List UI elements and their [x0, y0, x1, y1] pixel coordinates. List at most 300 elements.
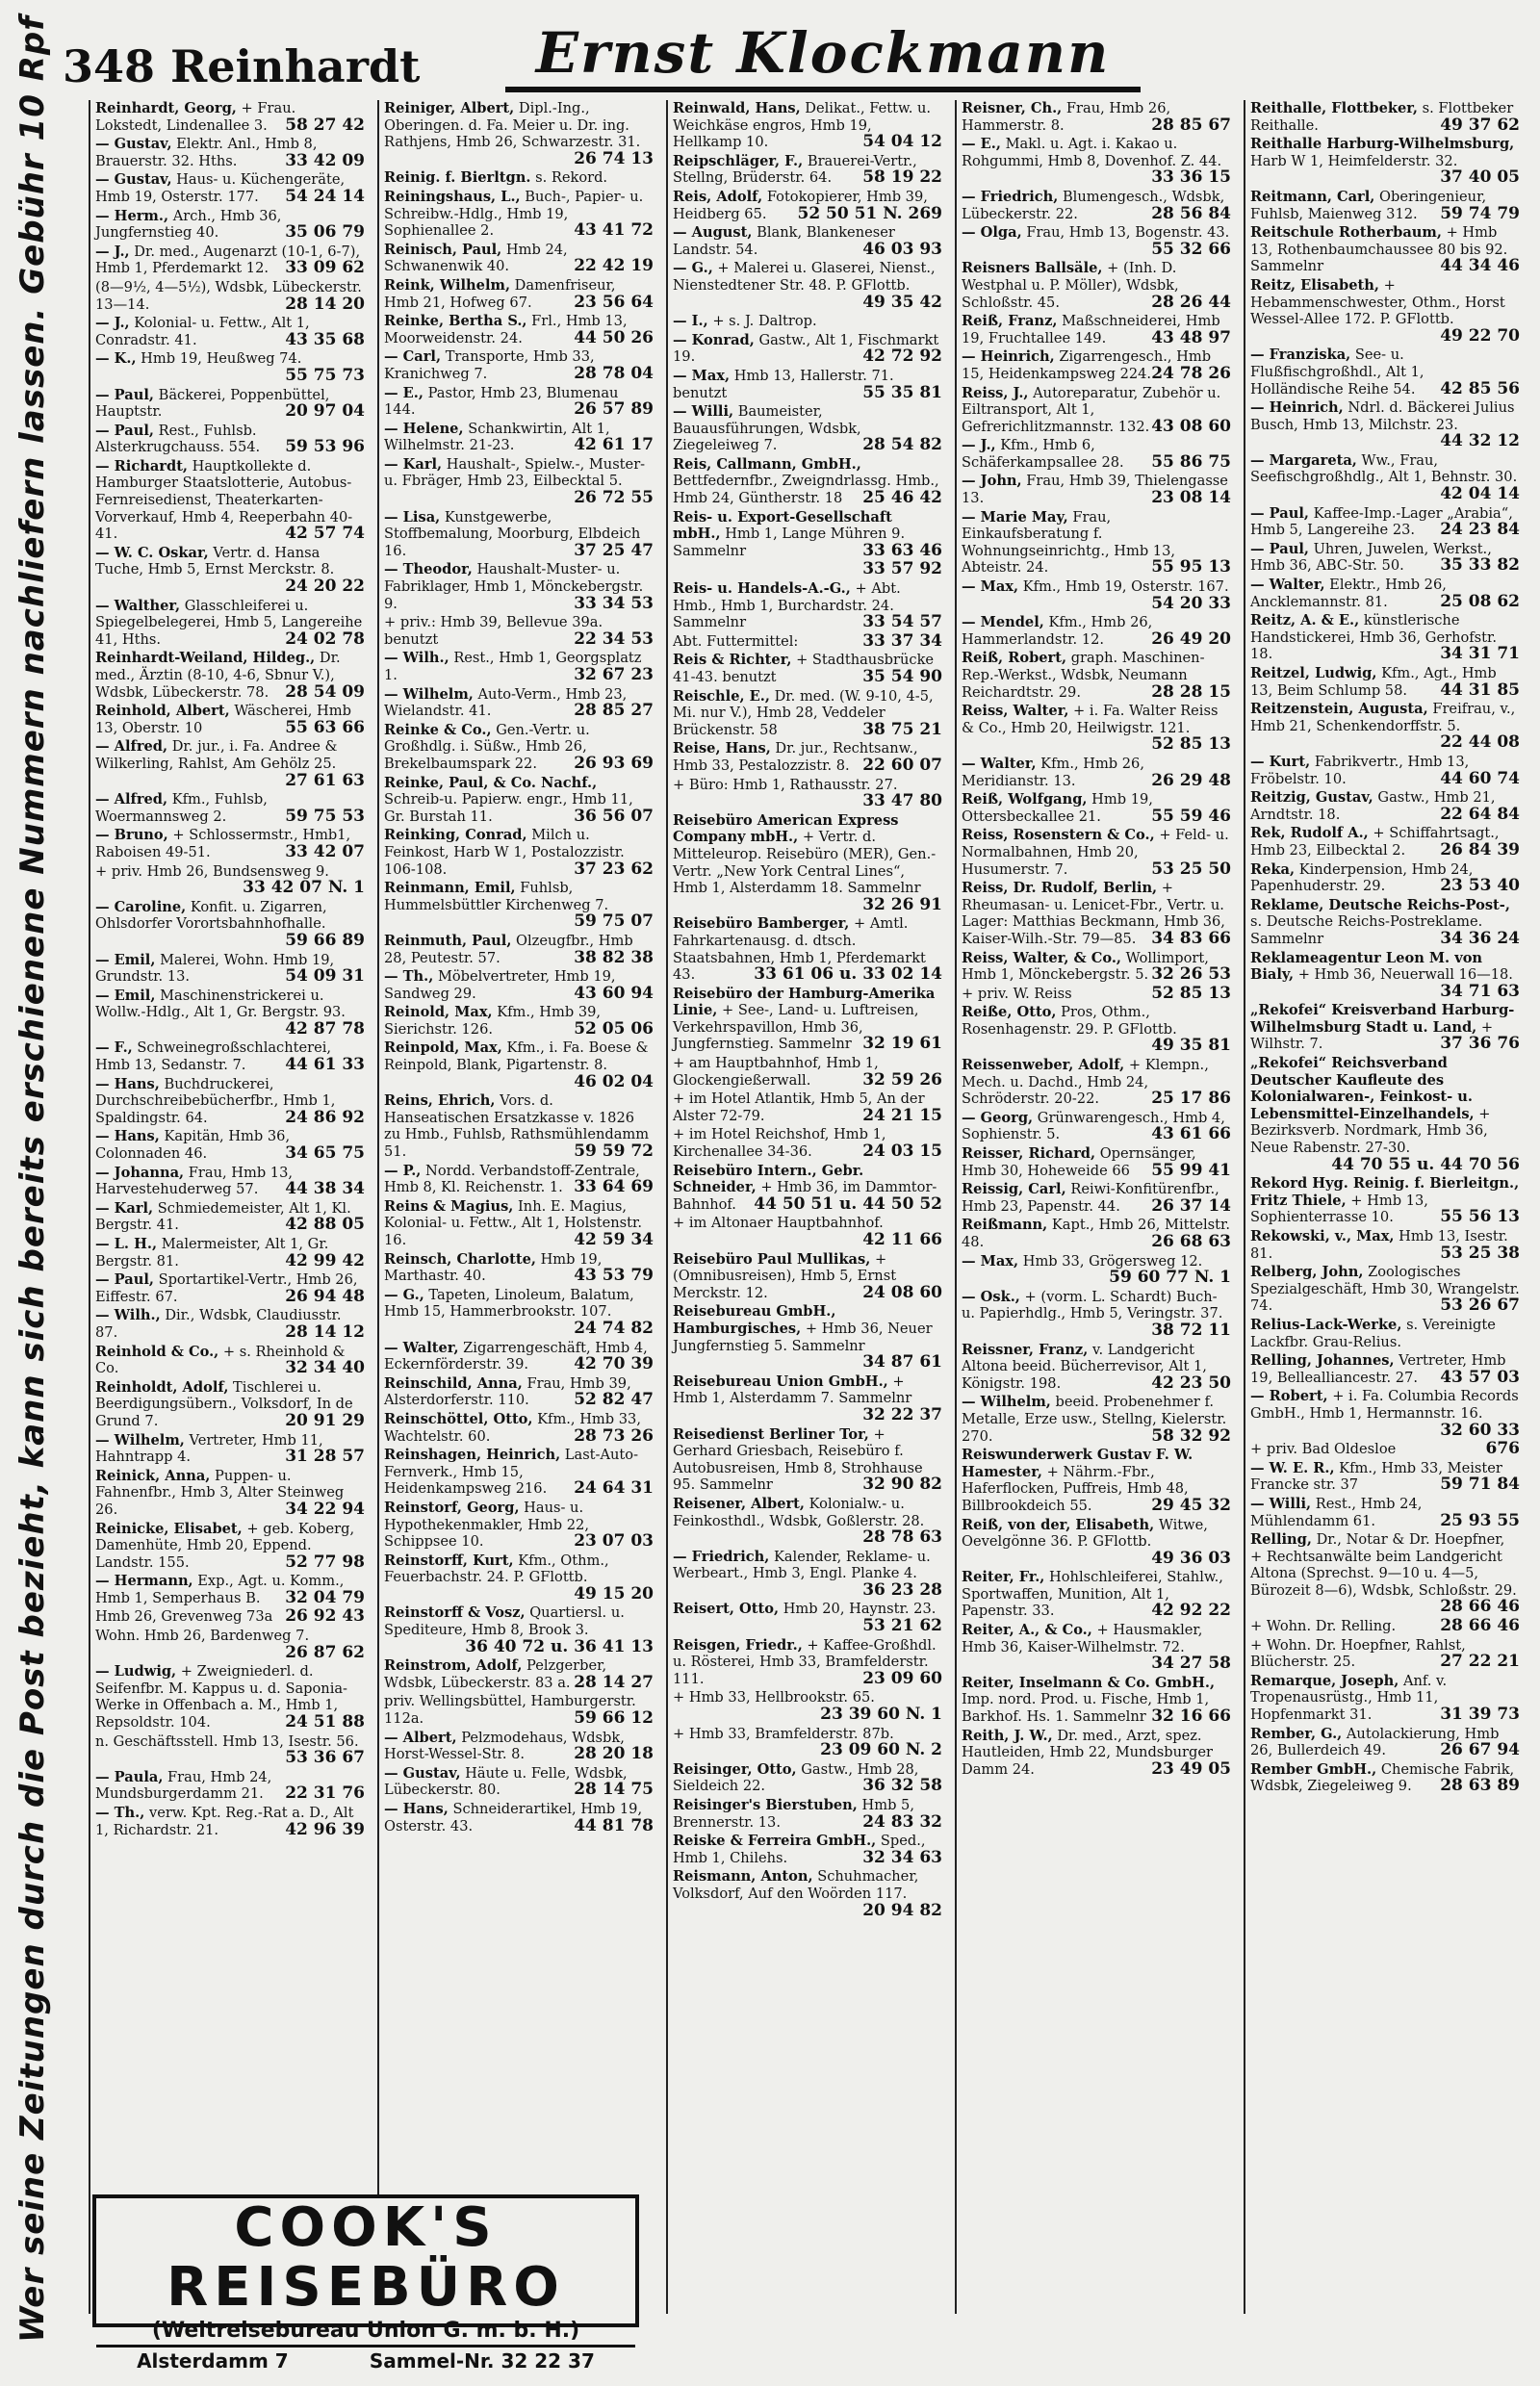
entry-name: Reiss, Walter, [962, 703, 1069, 720]
entry-details: Schuhmacher, Volksdorf, Auf den Woörden 117. [673, 1868, 919, 1902]
entry-details: Gastw., Hmb 28, Sieldeich 22. [673, 1760, 919, 1795]
running-head: Reinhardt [170, 40, 421, 92]
directory-entry [384, 1340, 654, 1373]
directory-entry [384, 1801, 654, 1834]
directory-entry [962, 1289, 1231, 1340]
entry-details: Harb W 1, Heimfelderstr. 32. [1250, 152, 1458, 169]
entry-name: Reith, J. W., [962, 1727, 1053, 1744]
entry-details: Sped., Hmb 1, Chilehs. [673, 1833, 926, 1866]
directory-entry [1250, 505, 1520, 539]
entry-details: Wollimport, Hmb 1, Mönckebergstr. 5. [962, 949, 1209, 984]
directory-entry [95, 650, 365, 701]
entry-phone: 32 22 37 [862, 1404, 942, 1424]
directory-entry [384, 968, 654, 1002]
directory-entry [95, 1432, 365, 1466]
entry-name: Reisebureau Union GmbH., [673, 1373, 888, 1390]
entry-name: Reitzel, Ludwig, [1250, 665, 1377, 681]
entry-details: Last-Auto-Fernverk., Hmb 15, Heidenkampsweg 216. [384, 1447, 638, 1498]
directory-entry [673, 1055, 942, 1089]
entry-name: Reinhardt-Weiland, Hildeg., [95, 650, 316, 667]
directory-entry [1250, 897, 1520, 948]
entry-phone: 43 35 68 [285, 329, 365, 349]
entry-name: — Herm., [95, 207, 169, 224]
entry-name: — Robert, [1250, 1388, 1328, 1405]
entry-phone: 43 60 94 [574, 983, 654, 1003]
directory-entry [95, 863, 365, 897]
entry-details: Kfm., Agt., Hmb 13, Beim Schlump 58. [1250, 665, 1497, 699]
entry-name: — Wilh., [95, 1307, 161, 1324]
entry-name: Reinstorff & Vosz, [384, 1604, 526, 1622]
entry-details: Kolonialw.- u. Feinkosthdl., Wdsbk, Goßlerstr. 28. [673, 1495, 925, 1529]
entry-name: Reiter, A., & Co., [962, 1622, 1092, 1639]
entry-name: — K., [95, 350, 137, 368]
entry-details: Transporte, Hmb 33, Kranichweg 7. [384, 348, 595, 382]
entry-phone: 22 34 53 [574, 629, 654, 649]
directory-entry [384, 1004, 654, 1038]
directory-entry [673, 1215, 942, 1248]
entry-name: Reitz, A. & E., [1250, 612, 1360, 629]
entry-details: beeid. Probenehmer f. Metalle, Erze usw., Stellng, Kielerstr. 270. [962, 1394, 1227, 1445]
directory-entry [384, 1552, 654, 1603]
directory-entry [673, 580, 942, 631]
entry-name: Rekord Hyg. Reinig. f. Bierleitgn., Fritz Thiele, [1250, 1175, 1520, 1209]
ad-title: COOK'S REISEBÜRO [167, 2196, 565, 2319]
entry-phone: 23 09 60 N. 2 [820, 1740, 942, 1760]
entry-phone: 33 42 09 [285, 150, 365, 170]
ad-footer [96, 2345, 635, 2374]
entry-phone: 23 09 60 [862, 1668, 942, 1688]
directory-entry [95, 598, 365, 649]
directory-entry [384, 1693, 654, 1727]
directory-entry [95, 423, 365, 456]
entry-name: Reinhold & Co., [95, 1343, 219, 1360]
directory-entry [384, 561, 654, 612]
directory-entry [1250, 1228, 1520, 1262]
entry-details: priv. Wellingsbüttel, Hamburgerstr. 112a. [384, 1693, 636, 1728]
entry-details: Kapt., Hmb 26, Mittelstr. 48. [962, 1217, 1231, 1250]
directory-entry [962, 1342, 1231, 1393]
entry-name: Reise, Hans, [673, 740, 771, 757]
entry-details: Tapeten, Linoleum, Balatum, Hmb 15, Hammerbrookstr. 107. [384, 1286, 634, 1321]
entry-phone: 26 57 89 [574, 399, 654, 420]
entry-name: Reissig, Carl, [962, 1181, 1066, 1198]
directory-entry [962, 1004, 1231, 1055]
entry-name: — Wilh., [384, 650, 449, 667]
directory-entry [962, 578, 1231, 612]
entry-details: + i. Fa. Walter Reiss & Co., Hmb 20, Heilwigstr. 121. [962, 703, 1219, 736]
entry-name: — August, [673, 224, 753, 242]
entry-name: Reisinger's Bierstuben, [673, 1797, 858, 1813]
entry-phone: 54 20 33 [1151, 593, 1231, 613]
entry-details: + Feld- u. Normalbahnen, Hmb 20, Husumerstr. 7. [962, 827, 1229, 878]
entry-phone: 42 61 17 [574, 435, 654, 455]
entry-details: Dr. med., Ärztin (8-10, 4-6, Sbnur V.), Wdsbk, Lübeckerstr. 78. [95, 650, 341, 701]
directory-entry [673, 313, 942, 330]
directory-entry [962, 1217, 1231, 1250]
directory-entry [1250, 1441, 1520, 1458]
entry-phone: 59 75 53 [285, 806, 365, 826]
directory-entry [1250, 1637, 1520, 1671]
entry-phone: 22 42 19 [574, 256, 654, 276]
entry-details: + Hausmakler, Hmb 36, Kaiser-Wilhelmstr. 72. [962, 1622, 1203, 1655]
entry-phone: 44 50 26 [574, 327, 654, 347]
entry-details: Kfm., Hmb 19, Osterstr. 167. [1022, 578, 1229, 596]
entry-name: — Carl, [384, 348, 442, 366]
entry-details: Dr. jur., i. Fa. Andree & Wilkerling, Rahlst, Am Gehölz 25. [95, 738, 338, 772]
entry-name: — Heinrich, [1250, 399, 1344, 417]
entry-name: — P., [384, 1162, 422, 1179]
entry-details: + Hmb 13, Sophienterrasse 10. [1250, 1192, 1428, 1226]
entry-name: — Paul, [95, 386, 154, 403]
entry-phone: 26 72 55 [574, 488, 654, 508]
directory-entry [384, 348, 654, 382]
entry-name: — Alfred, [95, 791, 168, 808]
entry-details: Pelzgerber, Wdsbk, Lübeckerstr. 83 a. [384, 1657, 607, 1691]
entry-name: Reitmann, Carl, [1250, 188, 1375, 205]
entry-phone: 58 32 92 [1151, 1425, 1231, 1446]
entry-phone: 34 31 71 [1440, 644, 1520, 664]
directory-entry [1250, 189, 1520, 222]
entry-name: Reinstorf, Georg, [384, 1499, 520, 1516]
entry-details: Ww., Frau, Seefischgroßhdlg., Alt 1, Behnstr. 30. [1250, 451, 1518, 486]
entry-name: Reithalle, Flottbeker, [1250, 100, 1419, 116]
entry-details: Frau, Hmb 39, Thielengasse 13. [962, 473, 1228, 507]
side-notice-text: Wer seine Zeitungen durch die Post bezieht, kann sich bereits erschienene Nummern nachliefern lassen. Gebühr 10 Rpf [13, 14, 52, 2344]
entry-name: Reisebüro der Hamburg-Amerika Linie, [673, 985, 936, 1019]
directory-entry [673, 1251, 942, 1302]
entry-details: Hohlschleiferei, Stahlw., Sportwaffen, Munition, Alt 1, Papenstr. 33. [962, 1569, 1223, 1620]
entry-name: Reisser, Richard, [962, 1145, 1096, 1163]
entry-phone: 33 57 92 [862, 559, 942, 579]
entry-phone: 52 82 47 [574, 1390, 654, 1410]
entry-details: + See-, Land- u. Luftreisen, Verkehrspavillon, Hmb 36, Jungfernstieg. Sammelnr [673, 1002, 919, 1053]
entry-details: + geb. Koberg, Damenhüte, Hmb 20, Eppend. Landstr. 155. [95, 1520, 355, 1571]
directory-entry [673, 509, 942, 560]
entry-details: + Büro: Hmb 1, Rathausstr. 27. [673, 776, 898, 793]
entry-name: — Richardt, [95, 457, 189, 475]
entry-details: Dr. med., Arzt, spez. Hautleiden, Hmb 22, Mundsburger Damm 24. [962, 1727, 1213, 1778]
entry-name: — Margareta, [1250, 451, 1357, 469]
directory-entry [962, 348, 1231, 382]
entry-phone: 55 75 73 [285, 365, 365, 385]
directory-entry [673, 812, 942, 914]
entry-details: Wohn. Hmb 26, Bardenweg 7. [95, 1628, 310, 1645]
entry-phone: 32 26 53 [1151, 964, 1231, 985]
entry-details: Chemische Fabrik, Wdsbk, Ziegeleiweg 9. [1250, 1760, 1515, 1795]
ad-subtitle: (Weltreisebureau Union G. m. b. H.) [151, 2319, 580, 2343]
entry-phone: 28 14 27 [574, 1672, 654, 1692]
entry-name: Reiske & Ferreira GmbH., [673, 1833, 877, 1850]
entry-name: Reinmann, Emil, [384, 880, 516, 897]
entry-phone: 23 07 03 [574, 1531, 654, 1552]
directory-entry [95, 1200, 365, 1234]
directory-entry [95, 387, 365, 421]
entry-details: + Nährm.-Fbr., Haferflocken, Puffreis, Hmb 48, Billbrookdeich 55. [962, 1463, 1189, 1514]
directory-entry [384, 1163, 654, 1196]
entry-details: s. Deutsche Reichs-Postreklame. Sammelnr [1250, 913, 1483, 947]
directory-entry [962, 1728, 1231, 1779]
entry-details: Buch-, Papier- u. Schreibw.-Hdlg., Hmb 19, Sophienallee 2. [384, 188, 644, 240]
entry-name: Reitzig, Gustav, [1250, 789, 1373, 807]
entry-phone: 59 66 89 [285, 930, 365, 950]
directory-entry [962, 136, 1231, 187]
page-header [53, 19, 1526, 94]
entry-name: — Hans, [95, 1075, 160, 1092]
entry-phone: 676 [1485, 1439, 1520, 1459]
entry-name: Reklame, Deutsche Reichs-Post-, [1250, 896, 1510, 913]
directory-entry [673, 368, 942, 401]
entry-name: Reinold, Max, [384, 1004, 493, 1021]
entry-phone: 52 77 98 [285, 1552, 365, 1572]
entry-details: + priv. Bad Oldesloe [1250, 1441, 1397, 1458]
directory-entry [384, 189, 654, 240]
entry-phone: 53 36 67 [285, 1748, 365, 1768]
entry-details: Rest., Hmb 1, Georgsplatz 1. [384, 650, 642, 683]
directory-entry [673, 153, 942, 187]
entry-name: — Paul, [95, 1271, 154, 1289]
directory-entry [384, 1730, 654, 1763]
entry-details: Glasschleiferei u. Spiegelbelegerei, Hmb 5, Langereihe 41, Hths. [95, 597, 363, 648]
entry-name: — Franziska, [1250, 346, 1351, 364]
entry-details: Damenfriseur, Hmb 21, Hofweg 67. [384, 276, 616, 311]
entry-details: Gastw., Hmb 21, Arndtstr. 18. [1250, 789, 1496, 823]
directory-columns [89, 100, 1528, 2314]
directory-entry [673, 1689, 942, 1723]
directory-entry [384, 385, 654, 419]
entry-details: Hmb 33, Grögersweg 12. [1022, 1252, 1203, 1270]
entry-details: Fabrikvertr., Hmb 13, Fröbelstr. 10. [1250, 753, 1470, 787]
entry-phone: 55 35 81 [862, 382, 942, 402]
entry-phone: 28 56 84 [1151, 203, 1231, 223]
entry-details: Makl. u. Agt. i. Kakao u. Rohgummi, Hmb 8, Dovenhof. Z. 44. [962, 136, 1222, 169]
entry-phone: 33 64 69 [574, 1177, 654, 1197]
entry-phone: 25 46 42 [862, 488, 942, 508]
entry-name: Reissenweber, Adolf, [962, 1057, 1125, 1074]
entry-name: Relling, Johannes, [1250, 1352, 1395, 1370]
entry-name: Reinmuth, Paul, [384, 932, 512, 949]
entry-details: Abt. Futtermittel: [673, 632, 799, 650]
entry-details: Vors. d. Hanseatischen Ersatzkasse v. 1826 zu Hmb., Fuhlsb, Rathsmühlendamm 51. [384, 1092, 650, 1161]
entry-phone: 44 70 55 u. 44 70 56 [1331, 1154, 1520, 1174]
directory-entry [384, 1092, 654, 1160]
entry-name: Reinke, Paul, & Co. Nachf., [384, 774, 598, 791]
entry-phone: 36 40 72 u. 36 41 13 [465, 1636, 654, 1656]
entry-details: Anf. v. Tropenausrüstg., Hmb 11, Hopfenmarkt 31. [1250, 1672, 1448, 1724]
directory-entry [95, 1379, 365, 1430]
directory-entry [95, 1521, 365, 1572]
entry-details: Pastor, Hmb 23, Blumenau 144. [384, 384, 619, 419]
directory-entry [95, 791, 365, 825]
entry-name: — Marie May, [962, 508, 1068, 526]
entry-phone: 29 45 32 [1151, 1495, 1231, 1515]
entry-phone: 28 28 15 [1151, 681, 1231, 702]
entry-phone: 28 14 12 [285, 1321, 365, 1342]
directory-entry [95, 1236, 365, 1270]
entry-phone: 37 25 47 [574, 540, 654, 560]
entry-phone: 32 04 79 [285, 1587, 365, 1607]
directory-entry [673, 1090, 942, 1124]
entry-phone: 52 85 13 [1151, 734, 1231, 755]
entry-details: Witwe, Oevelgönne 36. P. GFlottb. [962, 1516, 1208, 1551]
directory-entry [1250, 1460, 1520, 1494]
entry-name: — Gustav, [95, 136, 172, 153]
directory-entry [95, 988, 365, 1039]
directory-entry [95, 1573, 365, 1606]
entry-phone: 26 49 20 [1151, 629, 1231, 649]
entry-details: Kfm., Hmb 6, Schäferkampsallee 28. [962, 437, 1124, 471]
entry-phone: 26 67 94 [1440, 1740, 1520, 1760]
entry-details: Rest., Fuhlsb. Alsterkrugchauss. 554. [95, 422, 261, 456]
entry-details: Kfm., Fuhlsb, Woermannsweg 2. [95, 791, 268, 825]
entry-phone: 28 26 44 [1151, 292, 1231, 312]
entry-phone: 33 63 46 [862, 540, 942, 560]
ad-phone: Sammel-Nr. 32 22 37 [369, 2349, 595, 2373]
entry-name: — Albert, [384, 1729, 457, 1746]
directory-entry [962, 1145, 1231, 1179]
entry-name: Reinhold, Albert, [95, 703, 230, 720]
directory-entry [673, 456, 942, 507]
entry-details: + (Omnibusreisen), Hmb 5, Ernst Merckstr. 12. [673, 1250, 897, 1301]
entry-phone: 32 90 82 [862, 1475, 942, 1495]
directory-entry [384, 169, 654, 187]
entry-name: — Max, [962, 578, 1019, 596]
entry-details: Quartiersl. u. Spediteure, Hmb 8, Brook 3. [384, 1604, 625, 1639]
entry-details: Milch u. Feinkost, Harb W 1, Postalozzistr. 106-108. [384, 827, 625, 878]
directory-entry [95, 1128, 365, 1162]
directory-entry [384, 880, 654, 931]
directory-entry [1250, 1673, 1520, 1724]
entry-name: — Walter, [384, 1339, 459, 1356]
entry-details: Vertreter, Hmb 19, Bellealliancestr. 27. [1250, 1352, 1506, 1386]
entry-name: Reisedienst Berliner Tor, [673, 1425, 869, 1443]
entry-name: Reklameagentur Leon M. von Bialy, [1250, 949, 1483, 984]
entry-phone: 36 23 28 [862, 1579, 942, 1600]
entry-details: Hmb 24, Schwanenwik 40. [384, 241, 568, 275]
entry-details: Bettfedernfbr., Zweigndrlassg. Hmb., Hmb 24, Güntherstr. 18 [673, 473, 939, 507]
entry-name: Reinke, Bertha S., [384, 313, 527, 330]
entry-details: Gastw., Alt 1, Fischmarkt 19. [673, 331, 939, 366]
column-4 [955, 100, 1231, 2314]
directory-entry [1250, 541, 1520, 575]
entry-details: + Stadthausbrücke 41-43. benutzt [673, 652, 935, 685]
entry-details: Kfm., Hmb 26, Hammerlandstr. 12. [962, 614, 1153, 648]
entry-details: Möbelvertreter, Hmb 19, Sandweg 29. [384, 968, 616, 1002]
entry-phone: 24 20 22 [285, 577, 365, 597]
directory-entry [673, 1868, 942, 1919]
entry-phone: 33 54 57 [862, 612, 942, 632]
directory-entry [962, 1110, 1231, 1143]
entry-phone: 42 99 42 [285, 1250, 365, 1270]
entry-details: Exp., Agt. u. Komm., Hmb 1, Semperhaus B. [95, 1573, 345, 1606]
directory-entry [962, 950, 1231, 984]
entry-phone: 23 53 40 [1440, 876, 1520, 896]
entry-details: + (vorm. L. Schardt) Buch- u. Papierhdlg., Hmb 5, Veringstr. 37. [962, 1288, 1223, 1322]
entry-details: Ndrl. d. Bäckerei Julius Busch, Hmb 13, Milchstr. 23. [1250, 399, 1515, 433]
entry-phone: 26 74 13 [574, 148, 654, 168]
entry-details: künstlerische Handstickerei, Hmb 36, Gerhofstr. 18. [1250, 612, 1498, 663]
directory-entry [1250, 1264, 1520, 1315]
entry-name: Reisener, Albert, [673, 1495, 806, 1512]
entry-details: Fotokopierer, Hmb 39, Heidberg 65. [673, 188, 928, 222]
entry-phone: 42 70 39 [574, 1354, 654, 1374]
entry-phone: 24 51 88 [285, 1712, 365, 1732]
entry-name: Reiss, Walter, & Co., [962, 949, 1121, 966]
directory-entry [95, 827, 365, 860]
entry-phone: 28 20 18 [574, 1744, 654, 1764]
entry-details: Frau, Einkaufsberatung f. Wohnungseinrichtg., Hmb 13, Abteistr. 24. [962, 508, 1176, 577]
directory-entry [962, 756, 1231, 789]
entry-details: Vertreter, Hmb 11, Hahntrapp 4. [95, 1431, 323, 1466]
entry-details: Frl., Hmb 13, Moorweidenstr. 24. [384, 313, 628, 346]
entry-phone: 24 03 15 [862, 1142, 942, 1162]
directory-entry [673, 1373, 942, 1424]
directory-entry [1250, 346, 1520, 398]
directory-entry [673, 260, 942, 311]
directory-entry [962, 189, 1231, 222]
entry-phone: 25 17 86 [1151, 1089, 1231, 1109]
entry-phone: 20 94 82 [862, 1900, 942, 1920]
directory-entry [384, 509, 654, 560]
directory-entry [1250, 452, 1520, 503]
directory-entry [962, 437, 1231, 471]
entry-details: Autolackierung, Hmb 26, Bullerdeich 49. [1250, 1725, 1500, 1759]
entry-name: Reinpold, Max, [384, 1039, 502, 1057]
directory-entry [1250, 1175, 1520, 1226]
directory-entry [384, 650, 654, 683]
entry-phone: 38 72 11 [1151, 1320, 1231, 1340]
entry-phone: 55 63 66 [285, 717, 365, 737]
entry-details: + Hmb 33, Hellbrookstr. 65. [673, 1689, 875, 1706]
entry-name: Reinschild, Anna, [384, 1374, 523, 1392]
entry-details: Vertr. d. Hansa Tuche, Hmb 5, Ernst Merckstr. 8. [95, 544, 335, 578]
entry-details: s. Rekord. [535, 169, 608, 187]
entry-phone: 37 23 62 [574, 859, 654, 879]
entry-phone: 26 37 14 [1151, 1195, 1231, 1216]
entry-details: Kalender, Reklame- u. Werbeart., Hmb 3, Engl. Planke 4. [673, 1548, 931, 1582]
entry-details: + im Hotel Atlantik, Hmb 5, An der Alster 72-79. [673, 1090, 925, 1124]
entry-name: Reiß, Wolfgang, [962, 791, 1088, 808]
directory-entry [95, 208, 365, 242]
entry-phone: 42 87 78 [285, 1018, 365, 1039]
entry-name: — Friedrich, [673, 1548, 770, 1565]
entry-phone: 26 87 62 [285, 1642, 365, 1662]
directory-entry [384, 242, 654, 275]
entry-details: Arch., Hmb 36, Jungfernstieg 40. [95, 207, 282, 242]
entry-phone: 49 22 70 [1440, 325, 1520, 346]
entry-phone: 49 35 42 [862, 292, 942, 312]
entry-phone: 32 60 33 [1440, 1420, 1520, 1440]
entry-name: — I., [673, 313, 708, 330]
directory-entry [1250, 1002, 1520, 1053]
entry-phone: 28 78 63 [862, 1527, 942, 1548]
entry-phone: 44 34 46 [1440, 256, 1520, 276]
entry-name: „Rekofei“ Reichsverband Deutscher Kaufleute des Kolonialwaren-, Feinkost- u. Lebensmittel-Einzelhandels, [1250, 1055, 1475, 1122]
page-number: 348 [63, 40, 156, 92]
entry-name: — Karl, [95, 1199, 154, 1217]
entry-phone: 33 61 06 u. 33 02 14 [754, 964, 942, 985]
directory-entry [95, 136, 365, 169]
directory-entry [95, 350, 365, 384]
directory-entry [962, 260, 1231, 311]
entry-name: Reitzenstein, Augusta, [1250, 701, 1428, 718]
entry-name: Reisebureau GmbH., Hamburgisches, [673, 1303, 836, 1337]
entry-phone: 59 75 07 [574, 911, 654, 932]
entry-details: Puppen- u. Fahnenfbr., Hmb 3, Alter Steinweg 26. [95, 1467, 345, 1518]
entry-name: Reinsch, Charlotte, [384, 1250, 536, 1268]
directory-entry [95, 1769, 365, 1803]
entry-phone: 31 28 57 [285, 1447, 365, 1467]
ad-address: Alsterdamm 7 [137, 2349, 289, 2373]
